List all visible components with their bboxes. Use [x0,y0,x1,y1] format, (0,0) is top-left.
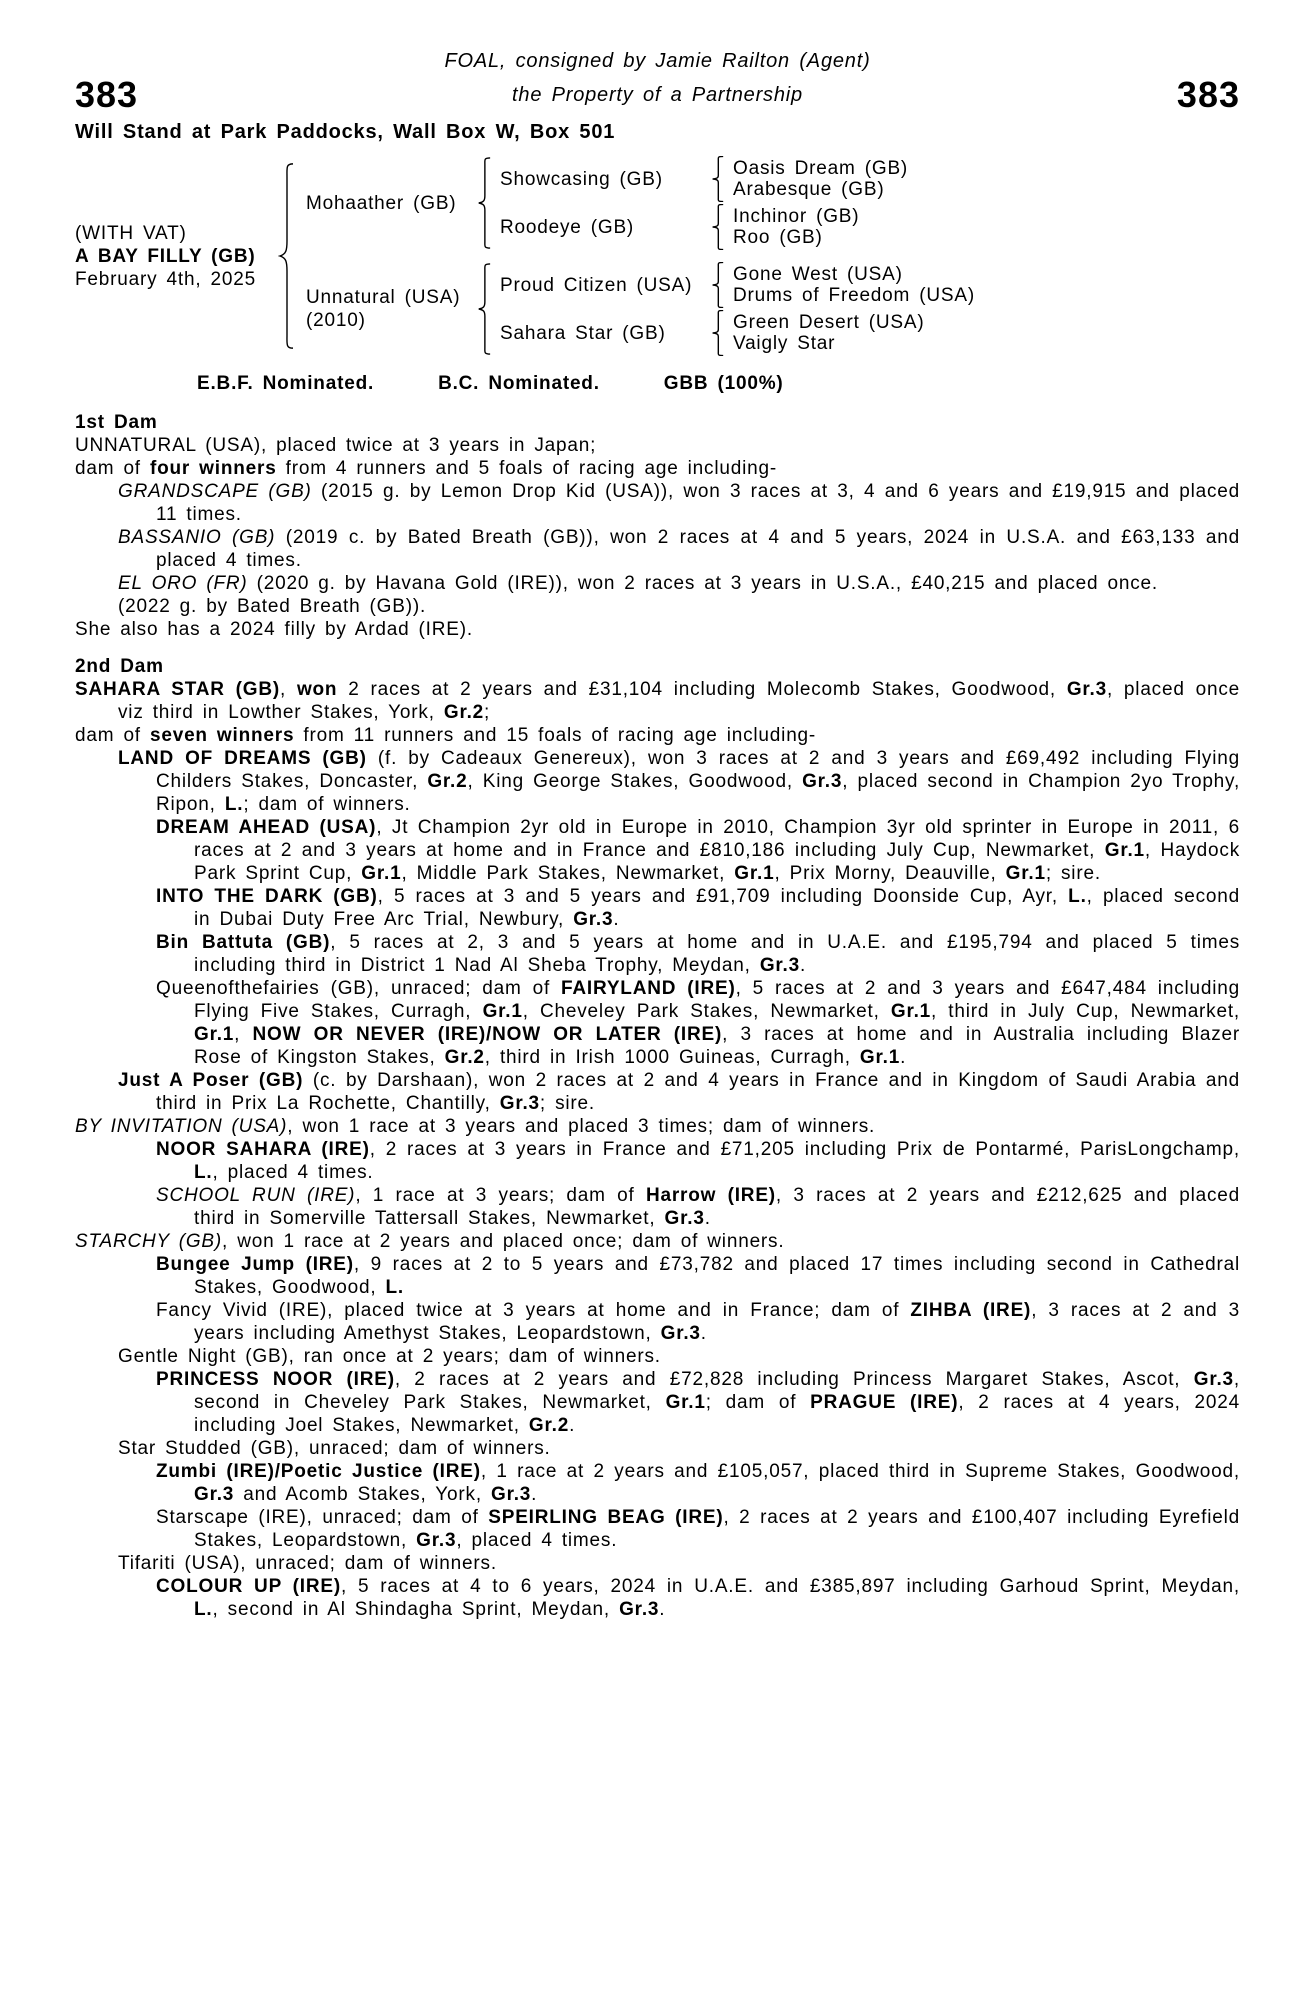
nomination-bc: B.C. Nominated. [438,373,600,394]
text-run: COLOUR UP (IRE) [156,1576,341,1597]
nomination-ebf: E.B.F. Nominated. [197,373,375,394]
text-run: , placed second in Dubai Duty Free Arc Trial, Newbury, [194,886,1240,930]
sire-parents [500,156,908,250]
text-run: Gr.3 [499,1093,540,1114]
text-run: BASSANIO (GB) [118,527,276,548]
consignment-line: FOAL, consigned by Jamie Railton (Agent) [444,50,871,72]
produce-paragraph [75,526,1240,572]
text-run: , [234,1024,253,1045]
text-run: , second in Al Shindagha Sprint, Meydan, [212,1599,620,1620]
text-run: , placed second in Champion 2yo Trophy, Ripon, [156,771,1241,815]
text-run: L. [194,1599,213,1620]
text-run: Gr.2 [528,1415,570,1436]
text-run: (c. by Darshaan), won 2 races at 2 and 4 years in France and in Kingdom of Saudi Arabia and third in Prix La Rochette, Chantilly, [156,1070,1241,1114]
foaling-date: February 4th, 2025 [75,268,256,290]
text-run: , 3 races at home and in Australia including Blazer Rose of Kingston Stakes, [194,1024,1240,1068]
text-run: , King George Stakes, Goodwood, [467,771,803,792]
text-run: (2020 g. by Havana Gold (IRE)), won 2 races at 3 years in U.S.A., £40,215 and placed once. [247,573,1158,594]
text-run: (2015 g. by Lemon Drop Kid (USA)), won 3 races at 3, 4 and 6 years and £19,915 and placed 11 times. [156,481,1240,525]
produce-paragraph [75,1069,1240,1115]
text-run: PRAGUE (IRE) [810,1392,959,1413]
text-run: PRINCESS NOOR (IRE) [156,1369,395,1390]
sire-dam-dam-name: Roo (GB) [733,227,823,248]
produce-paragraph [75,1253,1240,1299]
pedigree-brace-icon [278,162,294,350]
dam-sire-dam-name: Drums of Freedom (USA) [733,285,975,306]
produce-paragraph [75,724,1240,747]
dam-cell [306,286,474,332]
text-run: , 5 races at 3 and 5 years and £91,709 including Doonside Cup, Ayr, [377,886,1069,907]
text-run: , 2 races at 2 years and £72,828 including Princess Margaret Stakes, Ascot, [394,1369,1194,1390]
text-run: NOW OR NEVER (IRE)/NOW OR LATER (IRE) [252,1024,723,1045]
produce-paragraph [75,816,1240,885]
text-run: , 9 races at 2 to 5 years and £73,782 and placed 17 times including second in Cathedral Stakes, Goodwood, [194,1254,1240,1298]
produce-paragraph [75,977,1240,1069]
text-run: Gr.1 [1005,863,1046,884]
text-run: , 1 race at 2 years and £105,057, placed third in Supreme Stakes, Goodwood, [480,1461,1240,1482]
text-run: Bin Battuta (GB) [156,932,331,953]
text-run: , 3 races at 2 and 3 years including Amethyst Stakes, Leopardstown, [194,1300,1241,1344]
text-run: Starscape (IRE), unraced; dam of [156,1507,489,1528]
sire-dam-branch [500,204,908,250]
produce-paragraph [75,1437,1240,1460]
dam-dam-parents [733,312,924,354]
nominations-row [75,372,1240,395]
text-run: Gr.2 [444,1047,485,1068]
text-run: BY INVITATION (USA) [75,1116,288,1137]
produce-paragraph [75,618,1240,641]
produce-paragraph [75,457,1240,480]
text-run: , 2 races at 3 years in France and £71,205 including Prix de Pontarmé, ParisLongchamp, [369,1139,1240,1160]
text-run: , 2 races at 2 years and £100,407 including Eyrefield Stakes, Leopardstown, [194,1507,1240,1551]
text-run: , Cheveley Park Stakes, Newmarket, [522,1001,891,1022]
dam-sire-name: Proud Citizen (USA) [500,274,693,296]
text-run: . [800,955,807,976]
produce-paragraph [75,678,1240,724]
text-run: four winners [149,458,277,479]
dam-sire-parents [733,264,975,306]
text-run: Gr.3 [664,1208,705,1229]
text-run: Gr.1 [482,1001,523,1022]
sire-sire-parents [733,158,908,200]
text-run: , 5 races at 4 to 6 years, 2024 in U.A.E. and £385,897 including Garhoud Sprint, Meydan, [340,1576,1240,1597]
text-run: , second in Cheveley Park Stakes, Newmarket, [194,1369,1240,1413]
text-run: , third in Irish 1000 Guineas, Curragh, [484,1047,860,1068]
dam-dam-sire-name: Green Desert (USA) [733,312,925,333]
text-run: ; sire. [539,1093,595,1114]
text-run: SAHARA STAR (GB) [75,679,280,700]
sire-sire-branch [500,156,908,202]
dam-sire-sire-name: Gone West (USA) [733,264,903,285]
text-run: L. [1068,886,1087,907]
text-run: , Prix Morny, Deauville, [774,863,1006,884]
text-run: FAIRYLAND (IRE) [561,978,736,999]
text-run: won [296,679,338,700]
text-run: Gr.3 [573,909,614,930]
produce-paragraph [75,1299,1240,1345]
text-run: Gr.3 [416,1530,457,1551]
text-run: SPEIRLING BEAG (IRE) [488,1507,724,1528]
produce-paragraph [75,1138,1240,1184]
text-run: , 5 races at 2 and 3 years and £647,484 including Flying Five Stakes, Curragh, [194,978,1241,1022]
text-run: Star Studded (GB), unraced; dam of winners. [118,1438,551,1459]
text-run: , 2 races at 4 years, 2024 including Joel Stakes, Newmarket, [194,1392,1241,1436]
text-run: , Middle Park Stakes, Newmarket, [401,863,735,884]
pedigree-brace-icon [711,204,724,250]
sire-name: Mohaather (GB) [306,192,457,214]
pedigree-parents [306,156,975,356]
text-run: UNNATURAL (USA), placed twice at 3 years in Japan; [75,435,597,456]
pedigree-brace-icon [477,263,491,355]
nomination-gbb: GBB (100%) [663,373,784,394]
text-run: INTO THE DARK (GB) [156,886,378,907]
produce-paragraph [75,1230,1240,1253]
text-run: Gr.3 [759,955,800,976]
lot-number-left: 383 [75,74,139,115]
produce-paragraph [75,1368,1240,1437]
text-run: , 5 races at 2, 3 and 5 years at home and in U.A.E. and £195,794 and placed 5 times including third in District 1 Nad Al Sheba Trophy, Meydan, [194,932,1241,976]
pedigree-brace-icon [711,310,724,356]
text-run: Tifariti (USA), unraced; dam of winners. [118,1553,497,1574]
property-line: the Property of a Partnership [512,84,803,106]
text-run: STARCHY (GB) [75,1231,223,1252]
text-run: Gr.2 [427,771,468,792]
dam-dam-branch [500,310,975,356]
text-run: Gr.1 [734,863,775,884]
text-run: Harrow (IRE) [645,1185,776,1206]
text-run: EL ORO (FR) [118,573,248,594]
text-run: Gr.1 [890,1001,932,1022]
text-run: , placed once viz third in Lowther Stakes, York, [118,679,1240,723]
text-run: 2 races at 2 years and £31,104 including Molecomb Stakes, Goodwood, [337,679,1067,700]
text-run: from 4 runners and 5 foals of racing age including- [276,458,777,479]
text-run: . [613,909,620,930]
sire-sire-dam-name: Arabesque (GB) [733,179,885,200]
dam-section-heading: 2nd Dam [75,656,164,677]
text-run: . [531,1484,538,1505]
text-run: NOOR SAHARA (IRE) [156,1139,370,1160]
produce-paragraph [75,595,1240,618]
text-run: , won 1 race at 2 years and placed once; dam of winners. [222,1231,785,1252]
text-run: , 3 races at 2 years and £212,625 and placed third in Somerville Tattersall Stakes, Newmarket, [194,1185,1240,1229]
produce-paragraph [75,480,1240,526]
text-run: , placed 4 times. [212,1162,374,1183]
text-run: . [900,1047,907,1068]
text-run: Gr.1 [361,863,402,884]
text-run: Gr.3 [1193,1369,1234,1390]
text-run: SCHOOL RUN (IRE) [156,1185,356,1206]
produce-record [75,411,1240,1621]
animal-description: A BAY FILLY (GB) [75,245,256,267]
produce-paragraph [75,572,1240,595]
pedigree-tree [75,156,1240,356]
pedigree-brace-icon [711,156,724,202]
lot-number-right: 383 [1176,74,1240,115]
text-run: L. [385,1277,405,1298]
text-run: Bungee Jump (IRE) [156,1254,354,1275]
sire-dam-sire-name: Inchinor (GB) [733,206,860,227]
text-run: , third in July Cup, Newmarket, [931,1001,1241,1022]
vat-note: (WITH VAT) [75,222,187,244]
text-run: Gentle Night (GB), ran once at 2 years; dam of winners. [118,1346,661,1367]
text-run: DREAM AHEAD (USA) [156,817,377,838]
produce-paragraph [75,1184,1240,1230]
text-run: Gr.3 [1066,679,1107,700]
text-run: GRANDSCAPE (GB) [118,481,312,502]
stand-location-line: Will Stand at Park Paddocks, Wall Box W, Box 501 [75,121,616,143]
produce-paragraph [75,1552,1240,1575]
produce-paragraph [75,931,1240,977]
text-run: Gr.1 [1104,840,1145,861]
text-run: LAND OF DREAMS (GB) [118,748,367,769]
pedigree-brace-icon [477,157,491,249]
text-run: (f. by Cadeaux Genereux), won 3 races at 2 and 3 years and £69,492 including Flying Childers Stakes, Doncaster, [156,748,1240,792]
dam-section-heading: 1st Dam [75,412,158,433]
produce-paragraph [75,1345,1240,1368]
text-run: She also has a 2024 filly by Ardad (IRE). [75,619,473,640]
text-run: Just A Poser (GB) [118,1070,304,1091]
text-run: , [279,679,297,700]
text-run: Gr.1 [859,1047,901,1068]
pedigree-subject [75,222,275,291]
produce-paragraph [75,885,1240,931]
text-run: ; [484,702,491,723]
produce-paragraph [75,1575,1240,1621]
text-run: . [659,1599,666,1620]
text-run: Fancy Vivid (IRE), placed twice at 3 years at home and in France; dam of [156,1300,911,1321]
text-run: dam of [75,458,150,479]
text-run: Gr.2 [443,702,485,723]
text-run: Gr.1 [665,1392,706,1413]
produce-paragraph [75,1460,1240,1506]
text-run: ; dam of [705,1392,811,1413]
text-run: (2019 c. by Bated Breath (GB)), won 2 races at 4 and 5 years, 2024 in U.S.A. and £63,133 and placed 4 times. [156,527,1240,571]
text-run: . [569,1415,576,1436]
text-run: (2022 g. by Bated Breath (GB)). [118,596,427,617]
dam-dam-dam-name: Vaigly Star [733,333,836,354]
dam-parents [500,262,975,356]
dam-sire-branch [500,262,975,308]
text-run: Gr.3 [490,1484,532,1505]
dam-name: Unnatural (USA) [306,287,461,308]
produce-paragraph [75,1115,1240,1138]
dam-year: (2010) [306,310,366,331]
text-run: , 1 race at 3 years; dam of [355,1185,646,1206]
text-run: Gr.1 [194,1024,235,1045]
dam-dam-name: Sahara Star (GB) [500,322,666,344]
sire-sire-sire-name: Oasis Dream (GB) [733,158,909,179]
sire-dam-name: Roodeye (GB) [500,216,635,238]
produce-paragraph [75,747,1240,816]
text-run: Zumbi (IRE)/Poetic Justice (IRE) [156,1461,481,1482]
text-run: , won 1 race at 3 years and placed 3 times; dam of winners. [287,1116,876,1137]
produce-paragraph [75,434,1240,457]
text-run: , Jt Champion 2yr old in Europe in 2010, Champion 3yr old sprinter in Europe in 2011, 6 races at 2 and 3 years at home and in France and £810,186 including July Cup, Newmarket, [194,817,1240,861]
text-run: , Haydock Park Sprint Cup, [194,840,1240,884]
produce-paragraph [75,1506,1240,1552]
text-run: seven winners [149,725,295,746]
text-run: Gr.3 [194,1484,235,1505]
text-run: ZIHBA (IRE) [910,1300,1032,1321]
dam-branch [306,262,975,356]
text-run: Gr.3 [660,1323,701,1344]
text-run: and Acomb Stakes, York, [234,1484,491,1505]
sire-sire-name: Showcasing (GB) [500,168,663,190]
text-run: Gr.3 [619,1599,660,1620]
text-run: L. [194,1162,213,1183]
text-run: L. [224,794,244,815]
text-run: dam of [75,725,150,746]
sire-dam-parents [733,206,859,248]
pedigree-brace-icon [711,262,724,308]
text-run: from 11 runners and 15 foals of racing age including- [294,725,817,746]
sire-branch [306,156,975,250]
text-run: , placed 4 times. [456,1530,618,1551]
text-run: . [704,1208,711,1229]
lot-row [75,74,1240,115]
text-run: ; dam of winners. [243,794,411,815]
text-run: . [700,1323,707,1344]
text-run: Gr.3 [802,771,843,792]
text-run: ; sire. [1045,863,1101,884]
text-run: Queenofthefairies (GB), unraced; dam of [156,978,562,999]
